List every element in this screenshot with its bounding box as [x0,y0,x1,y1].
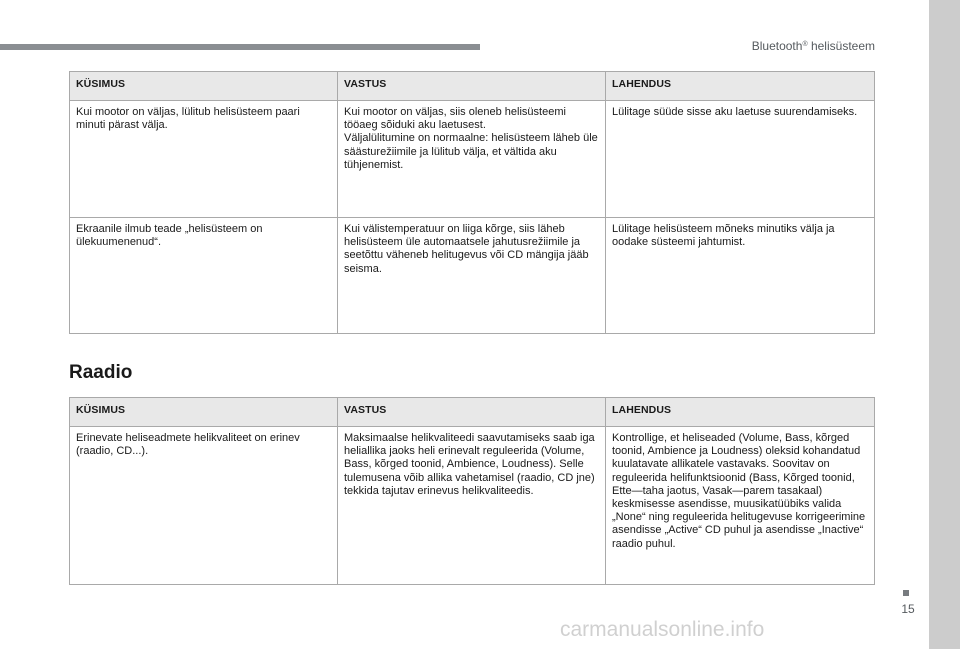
answer-text: Maksimaalse helikvaliteedi saavutamiseks saab iga heliallika jaoks heli erinevalt reguleerida (Volume, Bass, kõrged toonid, Ambience, Loudness). Selle tulemusena võib allika vahetamisel (raadio, CD jne) tekkida tajutav erinevus helikvaliteedis. [344,432,595,497]
answer-cell [338,101,606,218]
solution-cell [606,218,875,334]
column-header-answer: VASTUS [338,72,606,101]
solution-text: Lülitage süüde sisse aku laetuse suurendamiseks. [612,106,858,118]
column-header-question: KÜSIMUS [70,72,338,101]
question-text: Erinevate heliseadmete helikvaliteet on erinev (raadio, CD...). [76,432,300,458]
question-text: Kui mootor on väljas, lülitub helisüsteem paari minuti pärast välja. [76,106,300,132]
question-cell [70,101,338,218]
watermark: carmanualsonline.info [560,618,765,641]
question-cell [70,427,338,585]
radio-section-title: Raadio [69,362,133,383]
table-header-row [70,398,875,427]
answer-cell [338,218,606,334]
end-marker [903,590,909,596]
page-side-strip [929,0,960,649]
column-header-question: KÜSIMUS [70,398,338,427]
question-cell [70,218,338,334]
answer-cell [338,427,606,585]
table-row [70,101,875,218]
answer-text: Kui mootor on väljas, siis oleneb helisüsteemi tööaeg sõiduki aku laetusest. Väljalülitumine on normaalne: helisüsteem läheb üle säästurežiimile ja lülitub välja, et vältida aku tühjenemist. [344,106,598,171]
table-header-row [70,72,875,101]
column-header-solution: LAHENDUS [606,398,875,427]
question-text: Ekraanile ilmub teade „helisüsteem on ülekuumenenud“. [76,223,263,249]
solution-text: Kontrollige, et heliseaded (Volume, Bass, kõrged toonid, Ambience ja Loudness) oleksid kohandatud kuulatavate allikatele vastavaks. Soovitav on reguleerida helifunktsioonid (Bass, Kõrged toonid, Ette—taha jaotus, Vasak—parem tasakaal) keskmisesse asendisse, muusikatüübiks valida „None“ ning reguleerida helitugevuse korrigeerimine asendisse „Active“ CD puhul ja asendisse „Inactive“ raadio puhul. [612,432,866,550]
column-header-answer: VASTUS [338,398,606,427]
table-row [70,427,875,585]
column-header-solution: LAHENDUS [606,72,875,101]
radio-faq-table [69,397,875,585]
table-row [70,218,875,334]
top-rule [0,44,480,50]
registered-mark: ® [802,41,808,48]
solution-cell [606,427,875,585]
solution-cell [606,101,875,218]
section-header [700,39,875,53]
answer-text: Kui välistemperatuur on liiga kõrge, siis läheb helisüsteem üle automaatsele jahutusrežiimile ja seetõttu väheneb helitugevus või CD mängija jääb seisma. [344,223,589,275]
section-header-rest: helisüsteem [807,39,875,53]
section-header-main: Bluetooth [751,39,803,53]
page-number: 15 [901,602,915,616]
bluetooth-faq-table [69,71,875,334]
solution-text: Lülitage helisüsteem mõneks minutiks välja ja oodake süsteemi jahtumist. [612,223,835,249]
